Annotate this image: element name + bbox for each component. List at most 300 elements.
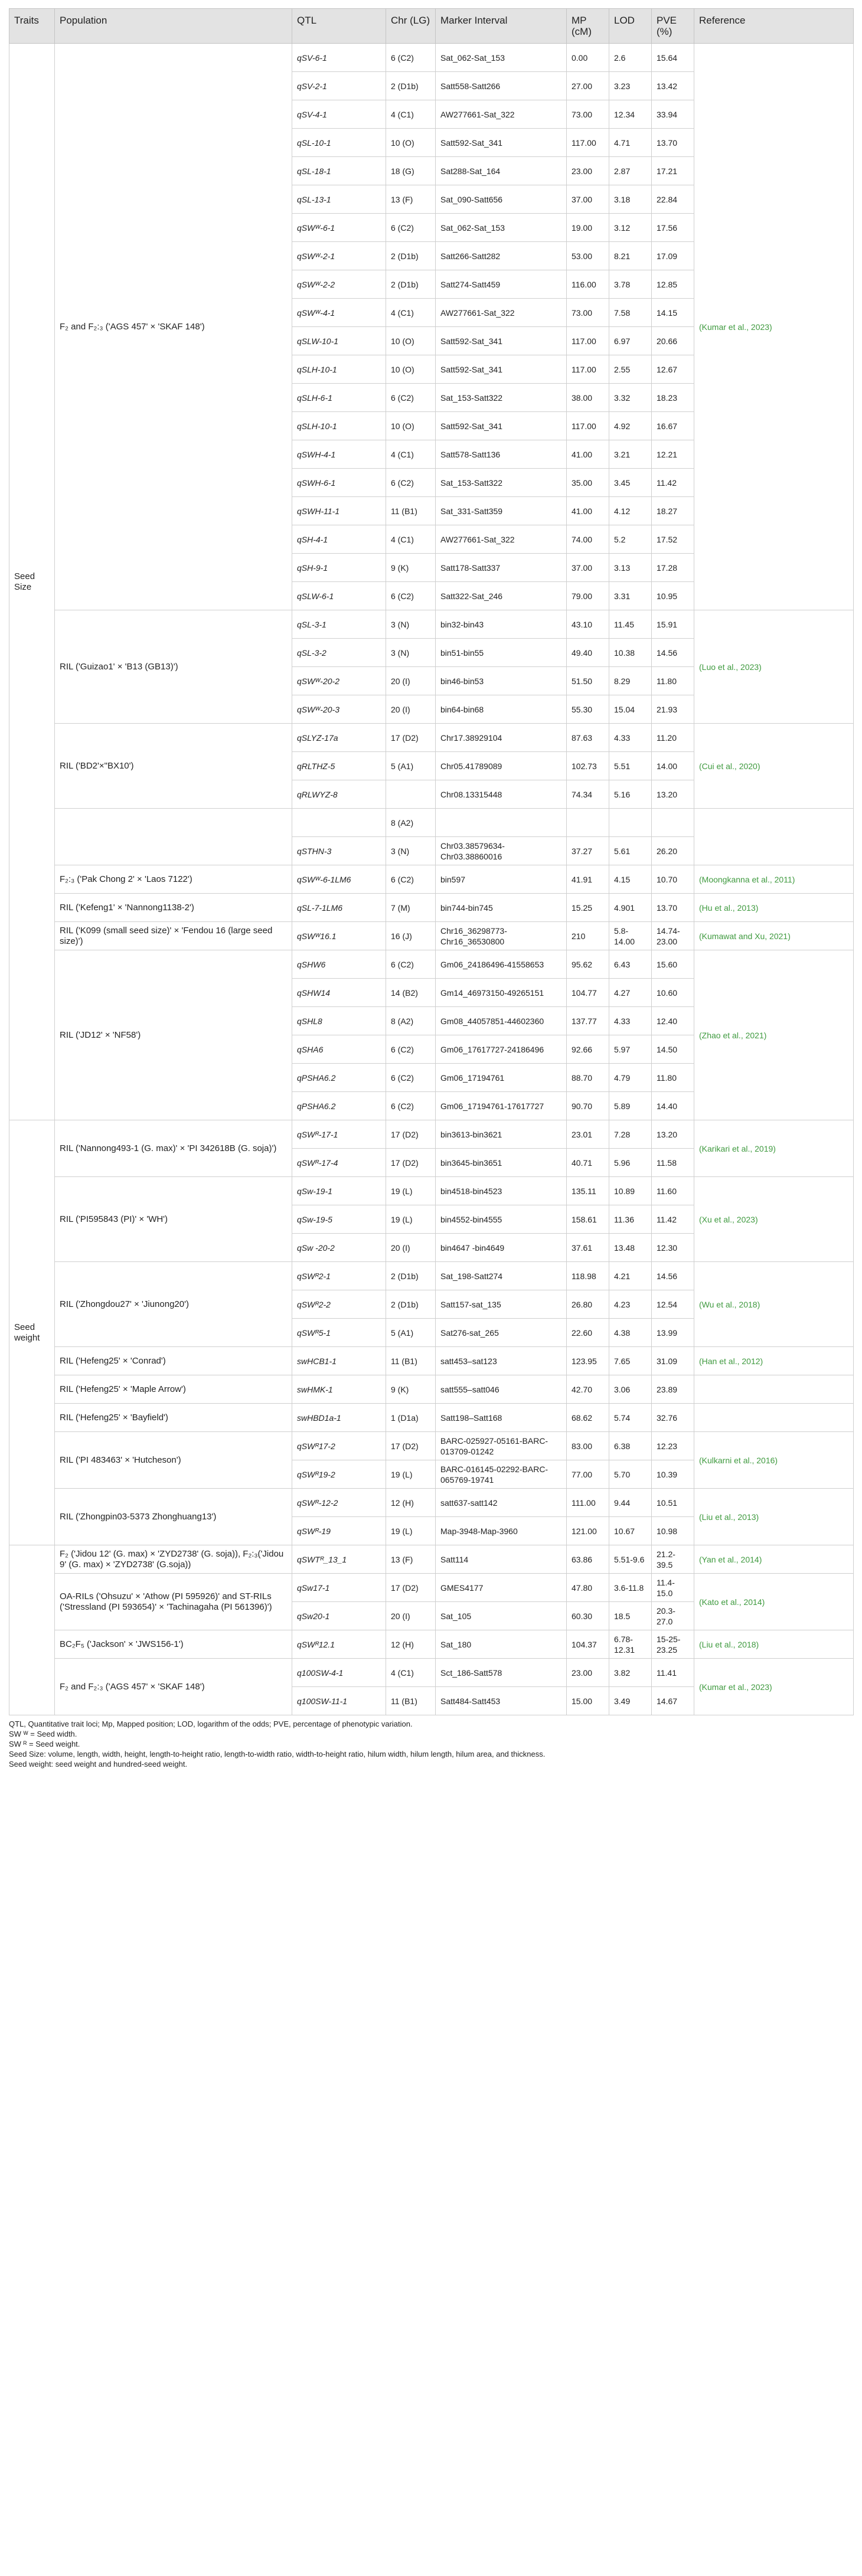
chr-cell: 10 (O) <box>386 327 436 355</box>
qtl-cell: qSLW-10-1 <box>292 327 386 355</box>
chr-cell: 4 (C1) <box>386 440 436 469</box>
chr-cell: 17 (D2) <box>386 1149 436 1177</box>
chr-cell: 20 (I) <box>386 1234 436 1262</box>
lod-cell: 4.23 <box>609 1290 652 1319</box>
mp-cell: 22.60 <box>567 1319 609 1347</box>
lod-cell: 13.48 <box>609 1234 652 1262</box>
header-marker-interval: Marker Interval <box>436 9 567 44</box>
mp-cell: 73.00 <box>567 100 609 129</box>
qtl-cell: qSWᴿ17-2 <box>292 1432 386 1460</box>
qtl-cell: qSV-2-1 <box>292 72 386 100</box>
marker-interval-cell: Sct_186-Satt578 <box>436 1659 567 1687</box>
marker-interval-cell: bin46-bin53 <box>436 667 567 695</box>
marker-interval-cell: bin4518-bin4523 <box>436 1177 567 1205</box>
footnote-line: Seed Size: volume, length, width, height, length-to-height ratio, length-to-width ratio, width-to-height ratio, hilum width, hilum length, hilum area, and thickness. <box>9 1750 546 1758</box>
pve-cell: 12.67 <box>652 355 694 384</box>
lod-cell: 10.67 <box>609 1517 652 1545</box>
mp-cell: 51.50 <box>567 667 609 695</box>
lod-cell: 4.21 <box>609 1262 652 1290</box>
mp-cell: 83.00 <box>567 1432 609 1460</box>
qtl-cell: qSL-3-2 <box>292 639 386 667</box>
pve-cell: 17.09 <box>652 242 694 270</box>
reference-cell: (Luo et al., 2023) <box>694 610 854 724</box>
qtl-cell: qSWᵂ-20-3 <box>292 695 386 724</box>
population-cell: RIL ('PI 483463' × 'Hutcheson') <box>55 1432 292 1489</box>
pve-cell: 17.56 <box>652 214 694 242</box>
marker-interval-cell: Gm14_46973150-49265151 <box>436 979 567 1007</box>
pve-cell: 14.56 <box>652 1262 694 1290</box>
mp-cell: 55.30 <box>567 695 609 724</box>
marker-interval-cell: Chr17.38929104 <box>436 724 567 752</box>
reference-cell: (Hu et al., 2013) <box>694 894 854 922</box>
qtl-cell: qSHA6 <box>292 1035 386 1064</box>
chr-cell: 8 (A2) <box>386 1007 436 1035</box>
header-reference: Reference <box>694 9 854 44</box>
marker-interval-cell: Chr08.13315448 <box>436 780 567 809</box>
pve-cell <box>652 809 694 837</box>
marker-interval-cell: Gm06_17194761-17617727 <box>436 1092 567 1120</box>
pve-cell: 14.56 <box>652 639 694 667</box>
mp-cell: 49.40 <box>567 639 609 667</box>
pve-cell: 18.23 <box>652 384 694 412</box>
lod-cell: 4.901 <box>609 894 652 922</box>
chr-cell: 8 (A2) <box>386 809 436 837</box>
pve-cell: 20.66 <box>652 327 694 355</box>
pve-cell: 21.2-39.5 <box>652 1545 694 1574</box>
chr-cell: 6 (C2) <box>386 214 436 242</box>
mp-cell: 210 <box>567 922 609 950</box>
lod-cell: 5.8-14.00 <box>609 922 652 950</box>
population-cell: RIL ('Kefeng1' × 'Nannong1138-2') <box>55 894 292 922</box>
reference-cell: (Liu et al., 2018) <box>694 1630 854 1659</box>
table-body <box>9 44 854 1715</box>
marker-interval-cell: Chr05.41789089 <box>436 752 567 780</box>
table-row <box>9 1432 854 1460</box>
chr-cell: 20 (I) <box>386 667 436 695</box>
mp-cell: 102.73 <box>567 752 609 780</box>
mp-cell: 23.00 <box>567 1659 609 1687</box>
chr-cell: 1 (D1a) <box>386 1404 436 1432</box>
pve-cell: 13.70 <box>652 129 694 157</box>
chr-cell: 6 (C2) <box>386 384 436 412</box>
footnote-line: QTL, Quantitative trait loci; Mp, Mapped position; LOD, logarithm of the odds; PVE, percentage of phenotypic variation. <box>9 1719 413 1728</box>
lod-cell: 4.15 <box>609 865 652 894</box>
header-population: Population <box>55 9 292 44</box>
lod-cell: 3.12 <box>609 214 652 242</box>
lod-cell: 10.89 <box>609 1177 652 1205</box>
qtl-cell: qSLYZ-17a <box>292 724 386 752</box>
pve-cell: 12.85 <box>652 270 694 299</box>
lod-cell: 4.27 <box>609 979 652 1007</box>
marker-interval-cell: Sat_331-Satt359 <box>436 497 567 525</box>
marker-interval-cell: Gm06_17617727-24186496 <box>436 1035 567 1064</box>
marker-interval-cell: bin3613-bin3621 <box>436 1120 567 1149</box>
mp-cell: 41.00 <box>567 497 609 525</box>
mp-cell: 92.66 <box>567 1035 609 1064</box>
mp-cell: 74.00 <box>567 525 609 554</box>
lod-cell: 7.58 <box>609 299 652 327</box>
table-row <box>9 950 854 979</box>
qtl-cell: qSw20-1 <box>292 1602 386 1630</box>
chr-cell: 19 (L) <box>386 1460 436 1489</box>
chr-cell: 5 (A1) <box>386 752 436 780</box>
chr-cell: 16 (J) <box>386 922 436 950</box>
marker-interval-cell: bin64-bin68 <box>436 695 567 724</box>
table-row <box>9 1489 854 1517</box>
lod-cell: 11.45 <box>609 610 652 639</box>
chr-cell: 4 (C1) <box>386 525 436 554</box>
footnote-line: SW ᴿ = Seed weight. <box>9 1740 80 1748</box>
population-cell <box>55 809 292 865</box>
mp-cell: 15.00 <box>567 1687 609 1715</box>
chr-cell: 20 (I) <box>386 695 436 724</box>
chr-cell: 10 (O) <box>386 412 436 440</box>
marker-interval-cell: bin32-bin43 <box>436 610 567 639</box>
chr-cell: 6 (C2) <box>386 44 436 72</box>
qtl-cell: qPSHA6.2 <box>292 1064 386 1092</box>
mp-cell: 118.98 <box>567 1262 609 1290</box>
reference-cell: (Kulkarni et al., 2016) <box>694 1432 854 1489</box>
chr-cell: 9 (K) <box>386 554 436 582</box>
chr-cell: 2 (D1b) <box>386 72 436 100</box>
qtl-cell: qSV-4-1 <box>292 100 386 129</box>
qtl-cell: qSWᴿ2-1 <box>292 1262 386 1290</box>
marker-interval-cell: Satt558-Satt266 <box>436 72 567 100</box>
marker-interval-cell: Satt592-Sat_341 <box>436 327 567 355</box>
pve-cell: 10.95 <box>652 582 694 610</box>
chr-cell: 5 (A1) <box>386 1319 436 1347</box>
lod-cell: 6.78-12.31 <box>609 1630 652 1659</box>
population-cell: F₂ ('Jidou 12' (G. max) × 'ZYD2738' (G. soja)), F₂:₃('Jidou 9' (G. max) × 'ZYD2738' (G.soja)) <box>55 1545 292 1574</box>
population-cell: RIL ('Hefeng25' × 'Bayfield') <box>55 1404 292 1432</box>
lod-cell: 7.65 <box>609 1347 652 1375</box>
pve-cell: 14.67 <box>652 1687 694 1715</box>
population-cell: RIL ('BD2'×"BX10') <box>55 724 292 809</box>
table-row <box>9 1120 854 1149</box>
reference-cell <box>694 1375 854 1404</box>
marker-interval-cell: Chr03.38579634-Chr03.38860016 <box>436 837 567 865</box>
pve-cell: 12.54 <box>652 1290 694 1319</box>
reference-cell: (Moongkanna et al., 2011) <box>694 865 854 894</box>
chr-cell: 13 (F) <box>386 1545 436 1574</box>
marker-interval-cell: Satt114 <box>436 1545 567 1574</box>
lod-cell: 3.13 <box>609 554 652 582</box>
reference-cell: (Xu et al., 2023) <box>694 1177 854 1262</box>
table-header-row <box>9 9 854 44</box>
header-lod: LOD <box>609 9 652 44</box>
lod-cell <box>609 809 652 837</box>
chr-cell: 3 (N) <box>386 837 436 865</box>
population-cell: RIL ('Hefeng25' × 'Conrad') <box>55 1347 292 1375</box>
pve-cell: 10.98 <box>652 1517 694 1545</box>
qtl-cell: qSHW6 <box>292 950 386 979</box>
qtl-cell: qSL-18-1 <box>292 157 386 185</box>
marker-interval-cell: Sat_180 <box>436 1630 567 1659</box>
lod-cell: 2.6 <box>609 44 652 72</box>
pve-cell: 15-25-23.25 <box>652 1630 694 1659</box>
pve-cell: 13.99 <box>652 1319 694 1347</box>
marker-interval-cell: Sat276-sat_265 <box>436 1319 567 1347</box>
qtl-cell: qSLH-10-1 <box>292 355 386 384</box>
qtl-cell: swHCB1-1 <box>292 1347 386 1375</box>
chr-cell: 17 (D2) <box>386 1120 436 1149</box>
qtl-cell: qSWᵂ-6-1LM6 <box>292 865 386 894</box>
table-footnotes <box>9 1719 853 1769</box>
reference-cell: (Kumar et al., 2023) <box>694 1659 854 1715</box>
table-row <box>9 1630 854 1659</box>
mp-cell: 95.62 <box>567 950 609 979</box>
pve-cell: 20.3-27.0 <box>652 1602 694 1630</box>
mp-cell: 111.00 <box>567 1489 609 1517</box>
reference-cell: (Han et al., 2012) <box>694 1347 854 1375</box>
pve-cell: 31.09 <box>652 1347 694 1375</box>
lod-cell: 5.97 <box>609 1035 652 1064</box>
chr-cell: 17 (D2) <box>386 1432 436 1460</box>
marker-interval-cell: Sat_090-Satt656 <box>436 185 567 214</box>
mp-cell: 121.00 <box>567 1517 609 1545</box>
lod-cell: 5.16 <box>609 780 652 809</box>
footnote-line: SW ᵂ = Seed width. <box>9 1730 77 1738</box>
lod-cell: 7.28 <box>609 1120 652 1149</box>
qtl-cell: qSWᴿ19-2 <box>292 1460 386 1489</box>
table-row <box>9 1659 854 1687</box>
chr-cell: 17 (D2) <box>386 1574 436 1602</box>
mp-cell: 73.00 <box>567 299 609 327</box>
marker-interval-cell: Sat_153-Satt322 <box>436 469 567 497</box>
pve-cell: 10.70 <box>652 865 694 894</box>
reference-cell <box>694 809 854 865</box>
marker-interval-cell: Satt198–Satt168 <box>436 1404 567 1432</box>
chr-cell: 19 (L) <box>386 1517 436 1545</box>
mp-cell: 40.71 <box>567 1149 609 1177</box>
pve-cell: 26.20 <box>652 837 694 865</box>
mp-cell: 27.00 <box>567 72 609 100</box>
mp-cell: 43.10 <box>567 610 609 639</box>
pve-cell: 11.80 <box>652 667 694 695</box>
mp-cell: 117.00 <box>567 412 609 440</box>
lod-cell: 10.38 <box>609 639 652 667</box>
table-row <box>9 1404 854 1432</box>
header-qtl: QTL <box>292 9 386 44</box>
marker-interval-cell: BARC-025927-05161-BARC-013709-01242 <box>436 1432 567 1460</box>
pve-cell: 17.21 <box>652 157 694 185</box>
reference-cell: (Wu et al., 2018) <box>694 1262 854 1347</box>
marker-interval-cell: satt453–sat123 <box>436 1347 567 1375</box>
pve-cell: 15.64 <box>652 44 694 72</box>
chr-cell: 7 (M) <box>386 894 436 922</box>
chr-cell: 6 (C2) <box>386 1035 436 1064</box>
pve-cell: 11.42 <box>652 469 694 497</box>
mp-cell: 77.00 <box>567 1460 609 1489</box>
chr-cell: 2 (D1b) <box>386 1290 436 1319</box>
qtl-cell: qSHW14 <box>292 979 386 1007</box>
marker-interval-cell: Map-3948-Map-3960 <box>436 1517 567 1545</box>
qtl-cell: qSw-19-5 <box>292 1205 386 1234</box>
qtl-cell: qSLH-6-1 <box>292 384 386 412</box>
qtl-cell: qSTHN-3 <box>292 837 386 865</box>
lod-cell: 2.87 <box>609 157 652 185</box>
qtl-cell: q100SW-4-1 <box>292 1659 386 1687</box>
marker-interval-cell: AW277661-Sat_322 <box>436 525 567 554</box>
mp-cell: 41.91 <box>567 865 609 894</box>
pve-cell: 23.89 <box>652 1375 694 1404</box>
marker-interval-cell: Satt592-Sat_341 <box>436 129 567 157</box>
marker-interval-cell: bin597 <box>436 865 567 894</box>
mp-cell: 37.27 <box>567 837 609 865</box>
qtl-cell: qSWᴿ2-2 <box>292 1290 386 1319</box>
chr-cell: 6 (C2) <box>386 950 436 979</box>
mp-cell: 26.80 <box>567 1290 609 1319</box>
pve-cell: 32.76 <box>652 1404 694 1432</box>
mp-cell: 137.77 <box>567 1007 609 1035</box>
mp-cell: 35.00 <box>567 469 609 497</box>
header-pve: PVE (%) <box>652 9 694 44</box>
lod-cell: 3.6-11.8 <box>609 1574 652 1602</box>
lod-cell: 3.06 <box>609 1375 652 1404</box>
marker-interval-cell: Sat_062-Sat_153 <box>436 214 567 242</box>
reference-cell <box>694 1404 854 1432</box>
qtl-cell: qSWᵂ-20-2 <box>292 667 386 695</box>
marker-interval-cell: Satt274-Satt459 <box>436 270 567 299</box>
chr-cell: 10 (O) <box>386 355 436 384</box>
marker-interval-cell: Sat_105 <box>436 1602 567 1630</box>
qtl-cell: qSH-9-1 <box>292 554 386 582</box>
mp-cell: 47.80 <box>567 1574 609 1602</box>
lod-cell: 18.5 <box>609 1602 652 1630</box>
chr-cell: 12 (H) <box>386 1630 436 1659</box>
lod-cell: 3.78 <box>609 270 652 299</box>
lod-cell: 3.21 <box>609 440 652 469</box>
qtl-cell: qSL-10-1 <box>292 129 386 157</box>
chr-cell: 20 (I) <box>386 1602 436 1630</box>
lod-cell: 3.82 <box>609 1659 652 1687</box>
mp-cell: 23.00 <box>567 157 609 185</box>
qtl-cell: qRLWYZ-8 <box>292 780 386 809</box>
mp-cell: 123.95 <box>567 1347 609 1375</box>
reference-cell: (Liu et al., 2013) <box>694 1489 854 1545</box>
reference-cell: (Cui et al., 2020) <box>694 724 854 809</box>
population-cell: RIL ('JD12' × 'NF58') <box>55 950 292 1120</box>
table-row <box>9 865 854 894</box>
marker-interval-cell: Sat_062-Sat_153 <box>436 44 567 72</box>
trait-cell <box>9 1545 55 1715</box>
lod-cell: 3.32 <box>609 384 652 412</box>
lod-cell: 15.04 <box>609 695 652 724</box>
population-cell: BC₂F₅ ('Jackson' × 'JWS156-1') <box>55 1630 292 1659</box>
pve-cell: 22.84 <box>652 185 694 214</box>
marker-interval-cell: GMES4177 <box>436 1574 567 1602</box>
pve-cell: 13.20 <box>652 780 694 809</box>
marker-interval-cell: AW277661-Sat_322 <box>436 100 567 129</box>
marker-interval-cell: satt637-satt142 <box>436 1489 567 1517</box>
lod-cell: 5.70 <box>609 1460 652 1489</box>
reference-cell: (Kato et al., 2014) <box>694 1574 854 1630</box>
pve-cell: 12.40 <box>652 1007 694 1035</box>
qtl-cell: qSWᵂ-2-1 <box>292 242 386 270</box>
population-cell: F₂ and F₂:₃ ('AGS 457' × 'SKAF 148') <box>55 44 292 610</box>
chr-cell: 4 (C1) <box>386 100 436 129</box>
qtl-cell: qSWᵂ-2-2 <box>292 270 386 299</box>
qtl-cell: qSWᴿ-17-4 <box>292 1149 386 1177</box>
lod-cell: 3.18 <box>609 185 652 214</box>
mp-cell: 37.00 <box>567 554 609 582</box>
mp-cell: 53.00 <box>567 242 609 270</box>
qtl-cell: qSL-7-1LM6 <box>292 894 386 922</box>
marker-interval-cell: Satt592-Sat_341 <box>436 412 567 440</box>
trait-cell: Seed Size <box>9 44 55 1120</box>
pve-cell: 11.4-15.0 <box>652 1574 694 1602</box>
mp-cell: 116.00 <box>567 270 609 299</box>
chr-cell: 19 (L) <box>386 1205 436 1234</box>
marker-interval-cell: Satt578-Satt136 <box>436 440 567 469</box>
pve-cell: 17.28 <box>652 554 694 582</box>
mp-cell: 117.00 <box>567 355 609 384</box>
pve-cell: 17.52 <box>652 525 694 554</box>
pve-cell: 13.20 <box>652 1120 694 1149</box>
chr-cell: 11 (B1) <box>386 497 436 525</box>
chr-cell: 14 (B2) <box>386 979 436 1007</box>
lod-cell: 5.2 <box>609 525 652 554</box>
marker-interval-cell: Gm06_24186496-41558653 <box>436 950 567 979</box>
chr-cell: 6 (C2) <box>386 1064 436 1092</box>
chr-cell: 6 (C2) <box>386 469 436 497</box>
reference-cell: (Kumawat and Xu, 2021) <box>694 922 854 950</box>
marker-interval-cell: bin4552-bin4555 <box>436 1205 567 1234</box>
marker-interval-cell: Chr16_36298773-Chr16_36530800 <box>436 922 567 950</box>
marker-interval-cell: Sat_153-Satt322 <box>436 384 567 412</box>
chr-cell: 2 (D1b) <box>386 1262 436 1290</box>
mp-cell: 158.61 <box>567 1205 609 1234</box>
trait-cell: Seed weight <box>9 1120 55 1545</box>
pve-cell: 11.41 <box>652 1659 694 1687</box>
marker-interval-cell: bin51-bin55 <box>436 639 567 667</box>
chr-cell: 11 (B1) <box>386 1347 436 1375</box>
qtl-cell: qSH-4-1 <box>292 525 386 554</box>
marker-interval-cell: Sat_198-Satt274 <box>436 1262 567 1290</box>
lod-cell: 4.71 <box>609 129 652 157</box>
population-cell: RIL ('Nannong493-1 (G. max)' × 'PI 342618B (G. soja)') <box>55 1120 292 1177</box>
lod-cell: 4.79 <box>609 1064 652 1092</box>
population-cell: F₂:₃ ('Pak Chong 2' × 'Laos 7122') <box>55 865 292 894</box>
lod-cell: 4.12 <box>609 497 652 525</box>
chr-cell: 2 (D1b) <box>386 270 436 299</box>
qtl-cell: swHMK-1 <box>292 1375 386 1404</box>
marker-interval-cell: Gm08_44057851-44602360 <box>436 1007 567 1035</box>
mp-cell: 42.70 <box>567 1375 609 1404</box>
marker-interval-cell: Satt157-sat_135 <box>436 1290 567 1319</box>
lod-cell: 6.43 <box>609 950 652 979</box>
chr-cell: 13 (F) <box>386 185 436 214</box>
chr-cell: 18 (G) <box>386 157 436 185</box>
lod-cell: 3.45 <box>609 469 652 497</box>
pve-cell: 13.70 <box>652 894 694 922</box>
chr-cell: 19 (L) <box>386 1177 436 1205</box>
qtl-cell: qSWᴿ-17-1 <box>292 1120 386 1149</box>
chr-cell: 6 (C2) <box>386 1092 436 1120</box>
marker-interval-cell: satt555–satt046 <box>436 1375 567 1404</box>
reference-cell: (Yan et al., 2014) <box>694 1545 854 1574</box>
lod-cell: 12.34 <box>609 100 652 129</box>
pve-cell: 18.27 <box>652 497 694 525</box>
qtl-cell: qSw17-1 <box>292 1574 386 1602</box>
pve-cell: 15.60 <box>652 950 694 979</box>
chr-cell <box>386 780 436 809</box>
table-row <box>9 894 854 922</box>
mp-cell: 37.00 <box>567 185 609 214</box>
header-mp: MP (cM) <box>567 9 609 44</box>
lod-cell: 4.33 <box>609 724 652 752</box>
qtl-cell: qSWᵂ16.1 <box>292 922 386 950</box>
